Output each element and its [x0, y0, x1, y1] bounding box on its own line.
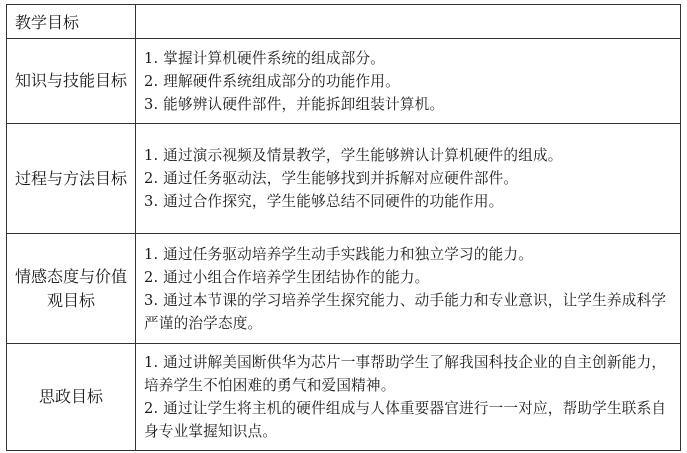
teaching-objectives-table [6, 4, 681, 451]
row-content-ideological-political [136, 344, 681, 451]
table-row [7, 124, 681, 234]
objective-item: 3. 通过合作探究，学生能够总结不同硬件的功能作用。 [144, 193, 504, 210]
row-label-ideological-political: 思政目标 [7, 344, 136, 451]
objective-item: 3. 能够辨认硬件部件，并能拆卸组装计算机。 [144, 95, 445, 113]
table-header-blank-cell [136, 5, 681, 39]
objective-item: 2. 通过任务驱动法，学生能够找到并拆解对应硬件部件。 [144, 170, 519, 187]
row-label-attitudes-values: 情感态度与价值观目标 [7, 234, 136, 344]
row-content-attitudes-values [136, 234, 681, 344]
row-label-process-methods: 过程与方法目标 [7, 124, 136, 234]
table-row [7, 234, 681, 344]
row-content-process-methods [136, 124, 681, 234]
table-header-row [7, 5, 681, 39]
objective-item: 1. 通过任务驱动培养学生动手实践能力和独立学习的能力。 [144, 245, 534, 263]
row-content-knowledge-skills [136, 39, 681, 124]
objective-item: 2. 通过让学生将主机的硬件组成与人体重要器官进行一一对应，帮助学生联系自身专业掌握知识点。 [144, 400, 667, 440]
table-header-label: 教学目标 [7, 5, 136, 39]
table-row [7, 39, 681, 124]
objective-item: 1. 通过讲解美国断供华为芯片一事帮助学生了解我国科技企业的自主创新能力，培养学生不怕困难的勇气和爱国精神。 [144, 354, 667, 394]
table-row [7, 344, 681, 451]
objective-item: 2. 通过小组合作培养学生团结协作的能力。 [144, 268, 430, 286]
objective-item: 2. 理解硬件系统组成部分的功能作用。 [144, 72, 400, 90]
objective-item: 3. 通过本节课的学习培养学生探究能力、动手能力和专业意识，让学生养成科学严谨的治学态度。 [144, 291, 667, 332]
objective-item: 1. 掌握计算机硬件系统的组成部分。 [144, 49, 386, 67]
row-label-knowledge-skills: 知识与技能目标 [7, 39, 136, 124]
objective-item: 1. 通过演示视频及情景教学，学生能够辨认计算机硬件的组成。 [144, 147, 563, 164]
